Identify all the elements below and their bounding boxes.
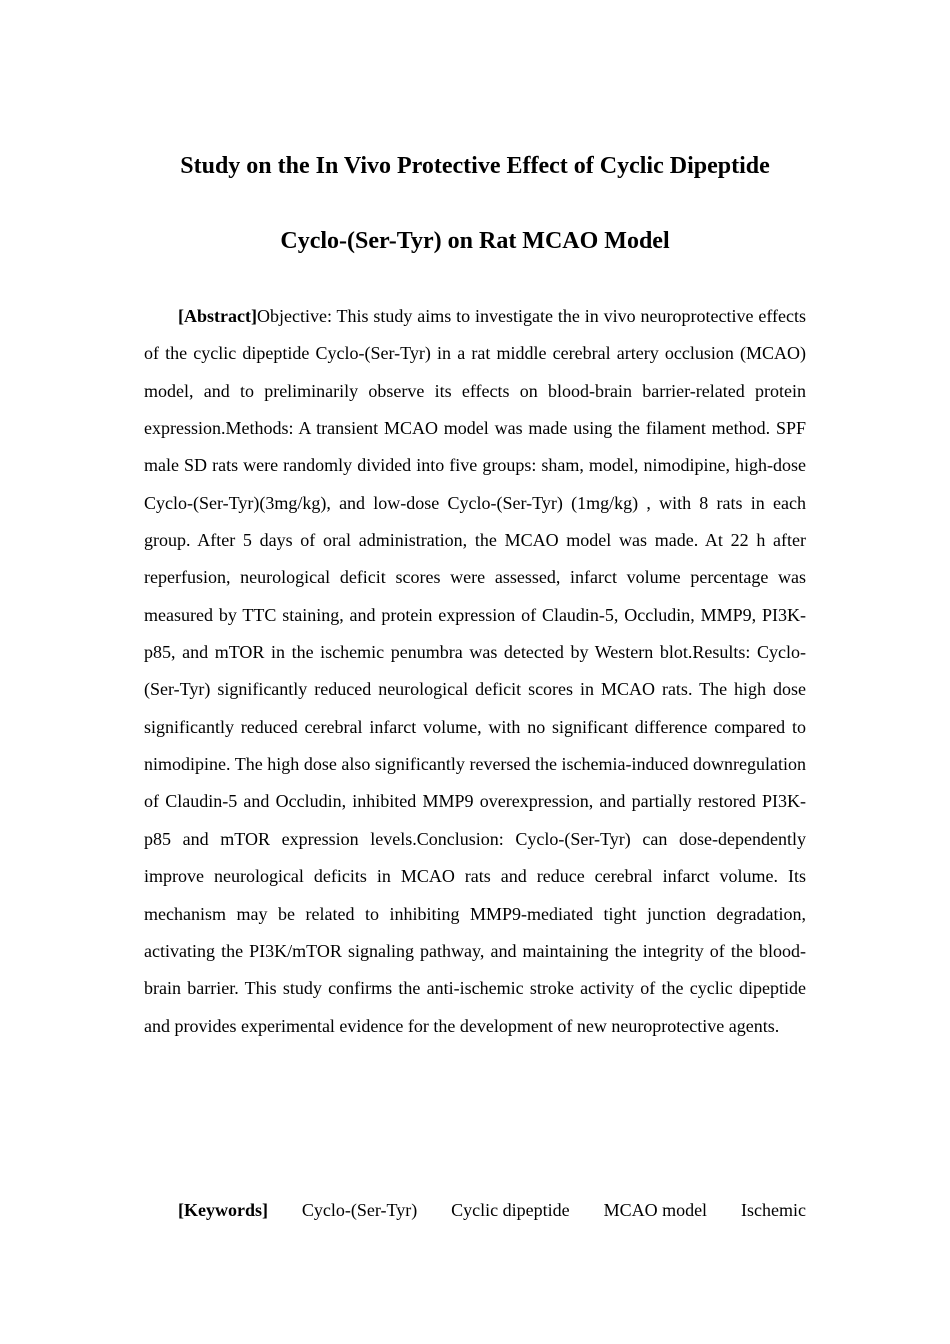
abstract-paragraph (144, 298, 806, 1045)
paper-title-line-1: Study on the In Vivo Protective Effect of Cyclic Dipeptide (180, 153, 770, 179)
keywords-label: [Keywords] (178, 1200, 268, 1220)
keywords-line (144, 1192, 806, 1229)
abstract-text: Objective: This study aims to investigate the in vivo neuroprotective effects of the cyclic dipeptide Cyclo-(Ser-Tyr) in a rat middle cerebral artery occlusion (MCAO) model, and to preliminarily observe its effects on blood-brain barrier-related protein expression.Methods: A transient MCAO model was made using the filament method. SPF male SD rats were randomly divided into five groups: sham, model, nimodipine, high-dose Cyclo-(Ser-Tyr)(3mg/kg), and low-dose Cyclo-(Ser-Tyr) (1mg/kg) , with 8 rats in each group. After 5 days of oral administration, the MCAO model was made. At 22 h after reperfusion, neurological deficit scores were assessed, infarct volume percentage was measured by TTC staining, and protein expression of Claudin-5, Occludin, MMP9, PI3K-p85, and mTOR in the ischemic penumbra was detected by Western blot.Results: Cyclo-(Ser-Tyr) significantly reduced neurological deficit scores in MCAO rats. The high dose significantly reduced cerebral infarct volume, with no significant difference compared to nimodipine. The high dose also significantly reversed the ischemia-induced downregulation of Claudin-5 and Occludin, inhibited MMP9 overexpression, and partially restored PI3K-p85 and mTOR expression levels.Conclusion: Cyclo-(Ser-Tyr) can dose-dependently improve neurological deficits in MCAO rats and reduce cerebral infarct volume. Its mechanism may be related to inhibiting MMP9-mediated tight junction degradation, activating the PI3K/mTOR signaling pathway, and maintaining the integrity of the blood-brain barrier. This study confirms the anti-ischemic stroke activity of the cyclic dipeptide and provides experimental evidence for the development of new neuroprotective agents. (144, 306, 806, 1036)
abstract-label: [Abstract] (178, 306, 257, 326)
keyword-item: Cyclic dipeptide (451, 1200, 570, 1220)
paper-title-line-2: Cyclo-(Ser-Tyr) on Rat MCAO Model (280, 228, 670, 254)
keyword-item: MCAO model (603, 1200, 708, 1220)
keyword-item: Ischemic (740, 1200, 806, 1220)
keyword-item: Cyclo-(Ser-Tyr) (301, 1200, 418, 1220)
